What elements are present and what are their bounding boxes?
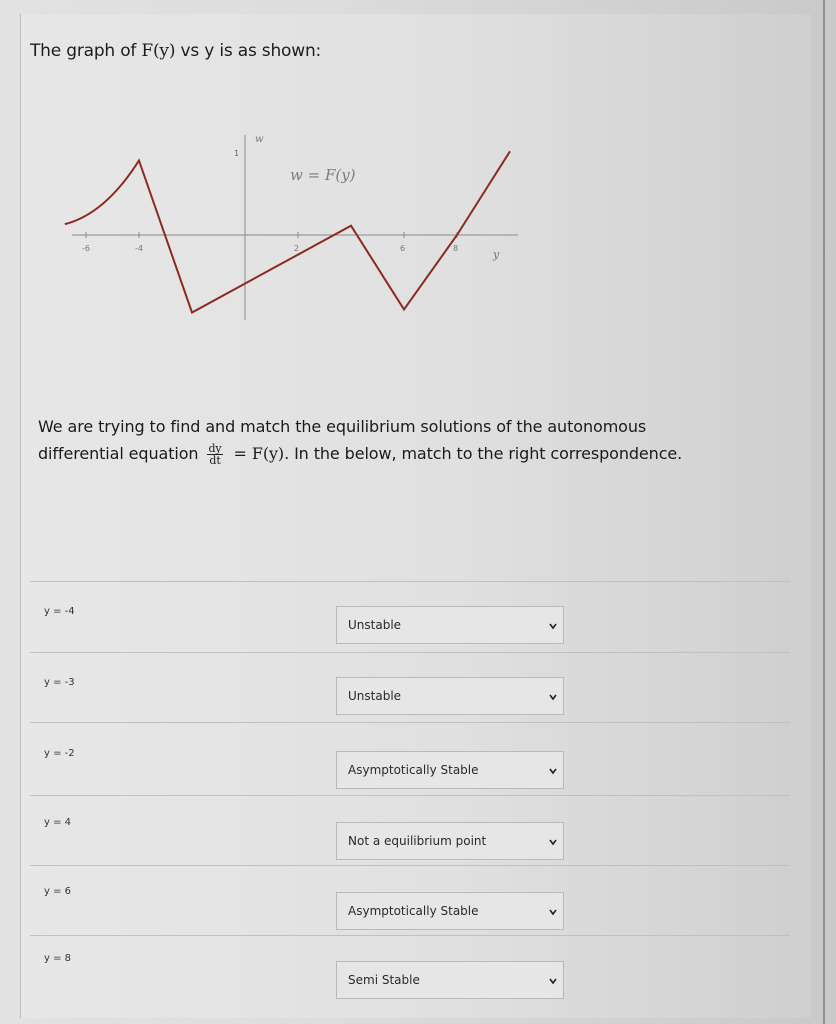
fraction-denominator: dt xyxy=(209,454,221,467)
classification-dropdown[interactable] xyxy=(336,677,564,715)
equilibrium-label: y = 6 xyxy=(44,886,72,897)
dropdown-value: Not a equilibrium point xyxy=(348,834,487,848)
title-suffix: is as shown: xyxy=(219,41,322,61)
function-label: w = F(y) xyxy=(290,166,356,184)
title-var: y xyxy=(204,41,215,61)
equilibrium-label: y = -4 xyxy=(44,606,75,617)
question-line-1: We are trying to find and match the equilibrium solutions of the autonomous xyxy=(38,417,647,436)
dropdown-value: Semi Stable xyxy=(348,973,420,987)
question-text xyxy=(38,413,798,467)
equilibrium-label: y = -2 xyxy=(44,748,75,759)
chevron-down-icon xyxy=(549,977,557,985)
divider xyxy=(30,722,790,723)
chevron-down-icon xyxy=(549,908,557,916)
equilibrium-label: y = 8 xyxy=(44,953,72,964)
question-line-2 xyxy=(38,440,798,467)
y-axis-label: y xyxy=(493,248,500,261)
equilibrium-label: y = 4 xyxy=(44,817,72,828)
w-axis-label: w xyxy=(255,134,264,145)
title-mid: vs xyxy=(180,41,200,61)
classification-dropdown[interactable] xyxy=(336,961,564,999)
function-graph xyxy=(0,0,836,400)
x-tick-label: -6 xyxy=(82,244,90,253)
classification-dropdown[interactable] xyxy=(336,822,564,860)
equation-rhs: = F(y). xyxy=(233,444,290,463)
divider xyxy=(30,795,790,796)
divider xyxy=(30,865,790,866)
title-function: F(y) xyxy=(141,41,176,61)
x-tick-label: 2 xyxy=(294,244,300,253)
derivative-fraction xyxy=(207,443,222,466)
divider xyxy=(30,935,790,936)
title-prefix: The graph of xyxy=(30,41,137,61)
equilibrium-label: y = -3 xyxy=(44,677,75,688)
divider xyxy=(30,652,790,653)
classification-dropdown[interactable] xyxy=(336,606,564,644)
x-tick-label: 6 xyxy=(400,244,406,253)
dropdown-value: Unstable xyxy=(348,618,402,632)
chevron-down-icon xyxy=(549,693,557,701)
x-tick-label: -4 xyxy=(135,244,143,253)
divider xyxy=(30,581,790,582)
dropdown-value: Unstable xyxy=(348,689,402,703)
x-tick-label: 8 xyxy=(453,244,459,253)
chevron-down-icon xyxy=(549,622,557,630)
dropdown-value: Asymptotically Stable xyxy=(348,763,479,777)
dropdown-value: Asymptotically Stable xyxy=(348,904,479,918)
function-curve xyxy=(65,151,510,312)
chevron-down-icon xyxy=(549,838,557,846)
classification-dropdown[interactable] xyxy=(336,751,564,789)
w-tick-label: 1 xyxy=(234,149,240,158)
chevron-down-icon xyxy=(549,767,557,775)
fraction-numerator: dy xyxy=(208,442,222,455)
question-line-2-prefix: differential equation xyxy=(38,444,199,463)
classification-dropdown[interactable] xyxy=(336,892,564,930)
question-line-2-suffix: In the below, match to the right correspondence. xyxy=(294,444,683,463)
